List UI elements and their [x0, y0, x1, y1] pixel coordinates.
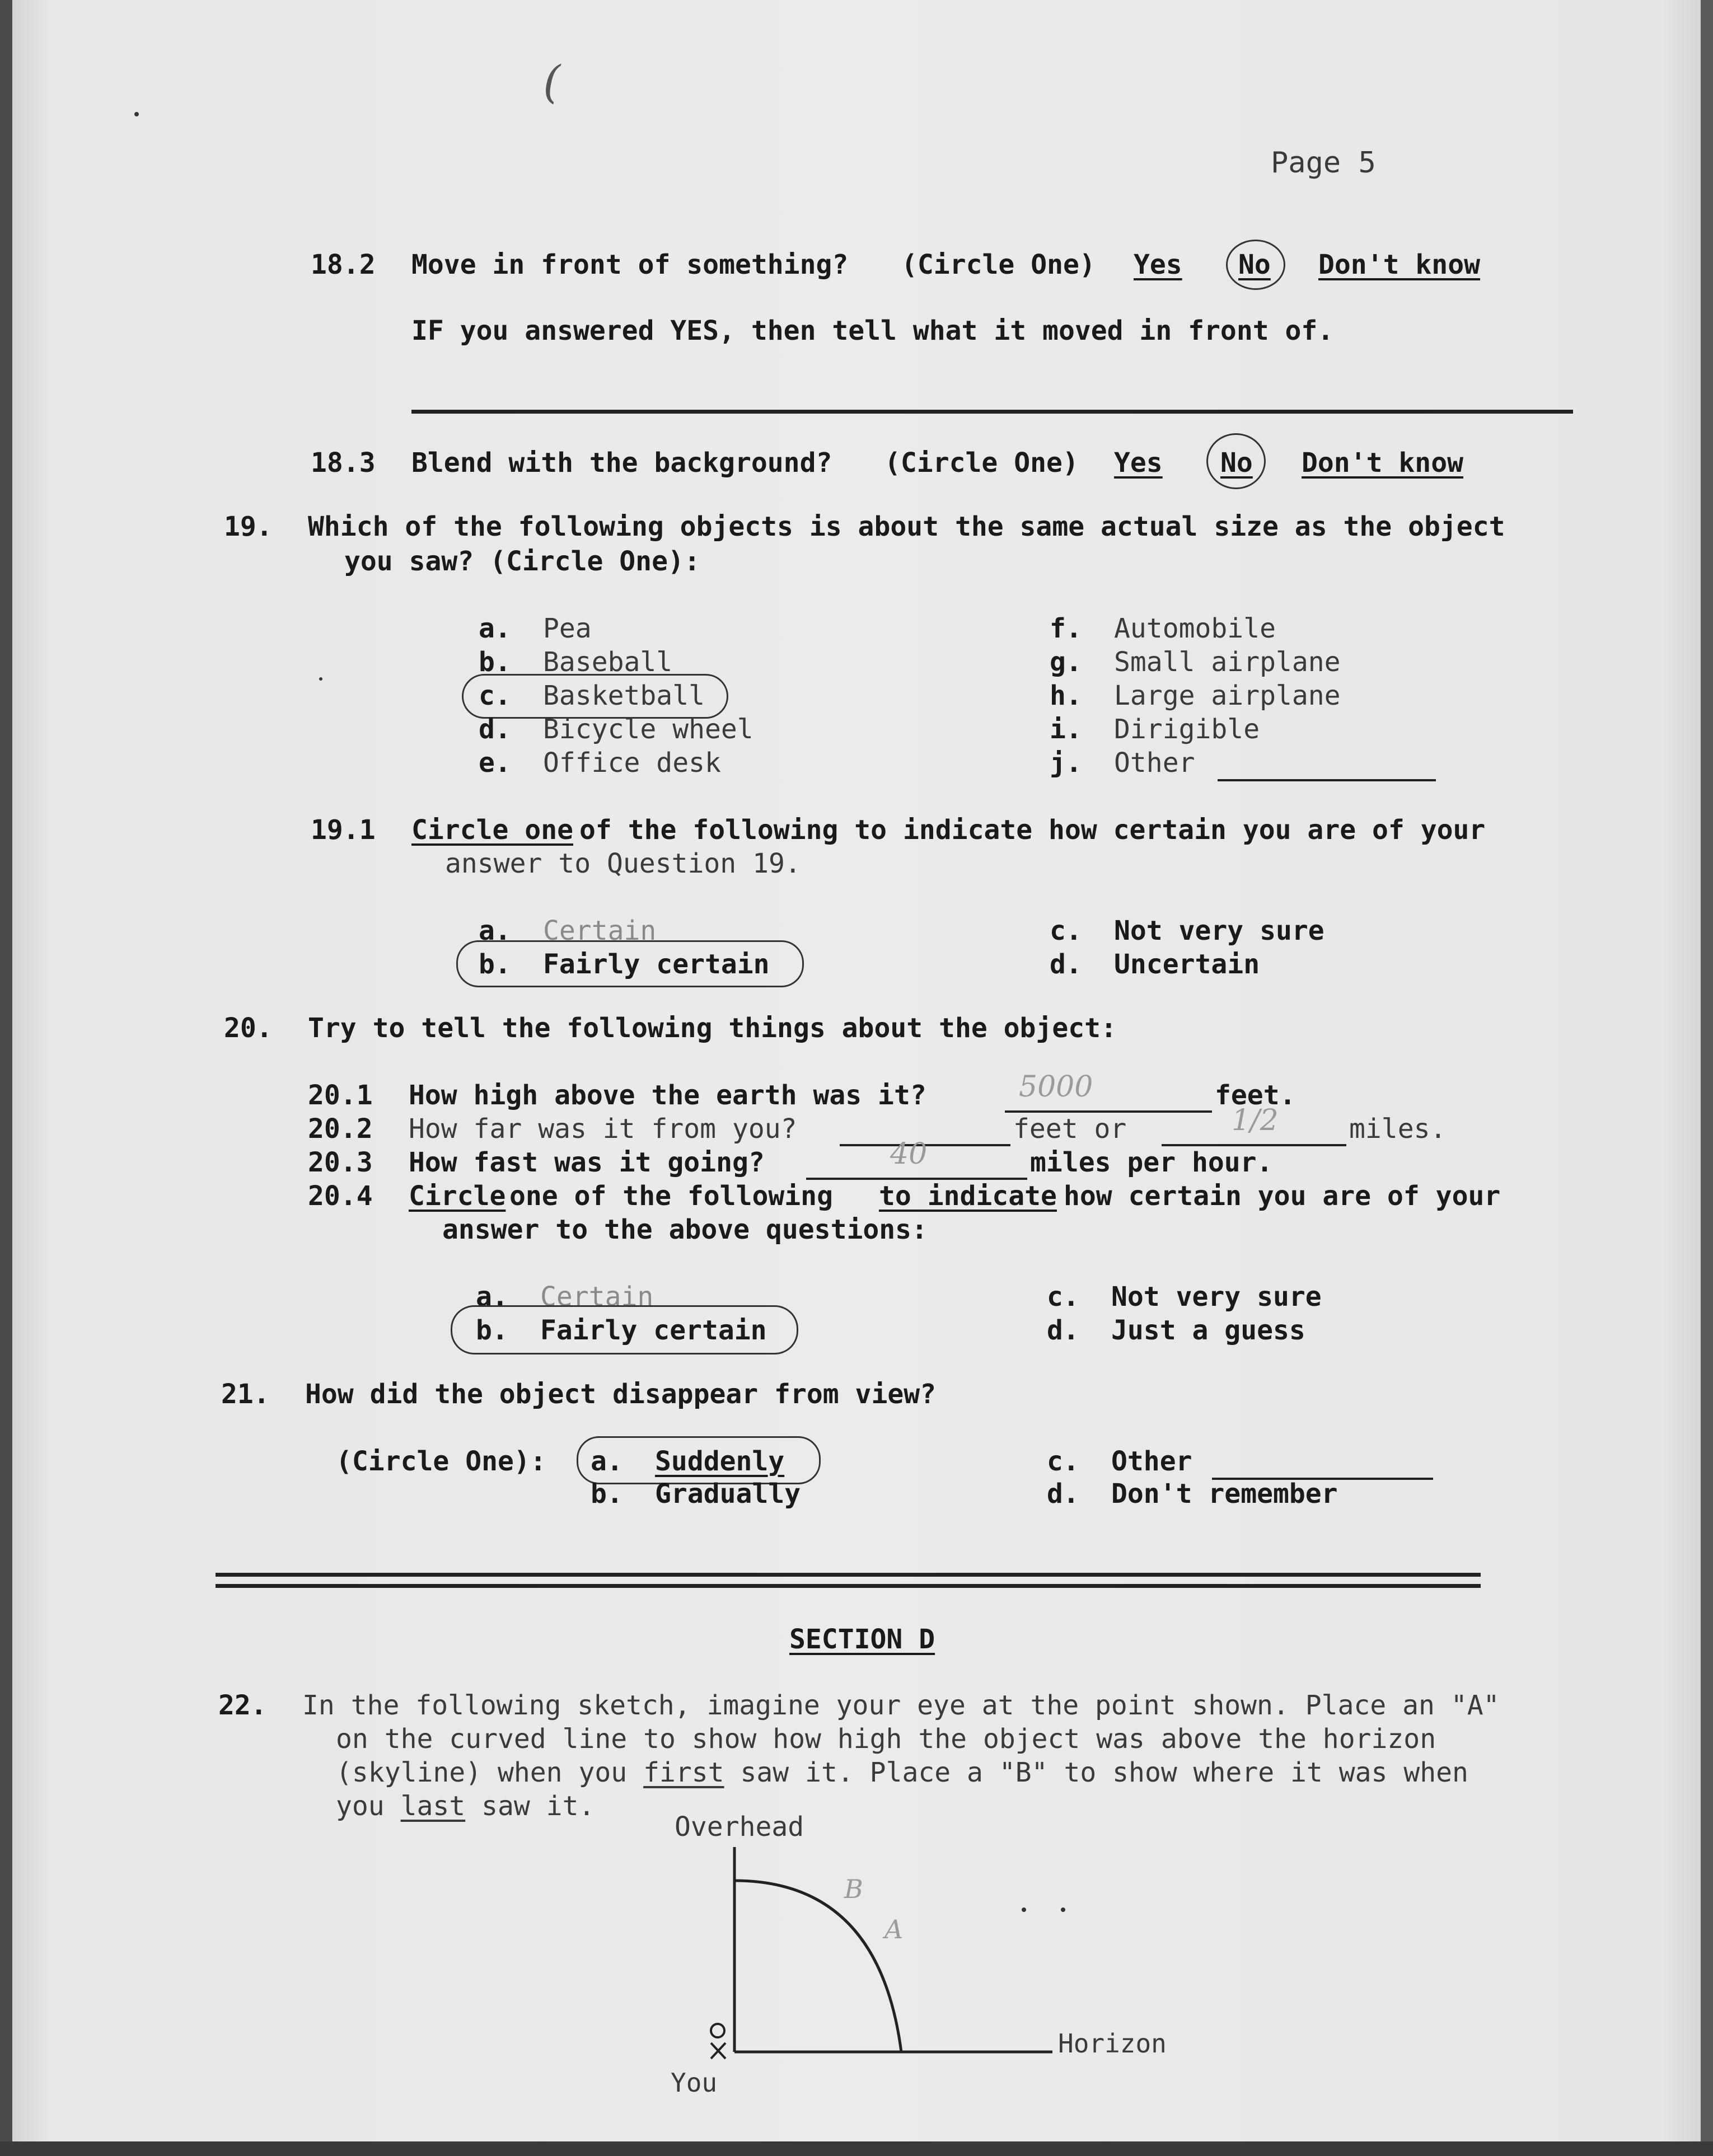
q18-2-instruction: (Circle One) — [901, 249, 1096, 280]
stray-mark: ( — [543, 56, 561, 108]
q20-question: Try to tell the following things about the object: — [308, 1013, 1117, 1044]
q19-option-a-letter: a. — [479, 613, 511, 644]
q20-2-unit2: miles. — [1349, 1113, 1447, 1145]
q18-2-question: Move in front of something? — [411, 249, 849, 280]
q20-4-mid: one of the following — [509, 1180, 833, 1212]
sketch-mark-a: A — [884, 1914, 904, 1944]
q20-4-underlined: to indicate — [879, 1180, 1057, 1212]
scan-border-left — [0, 0, 12, 2156]
q18-2-option-dont-know[interactable]: Don't know — [1318, 249, 1480, 280]
q19-option-g[interactable]: Small airplane — [1114, 646, 1341, 678]
q18-3-number: 18.3 — [311, 447, 376, 479]
q20-4-text-line2: answer to the above questions: — [442, 1214, 928, 1245]
q20-1-number: 20.1 — [308, 1080, 373, 1111]
eye-figure-icon — [711, 2024, 726, 2059]
q20-3-handwritten-answer: 40 — [890, 1137, 928, 1171]
q19-option-c[interactable]: Basketball — [543, 680, 705, 711]
q22-line4-a: you — [336, 1791, 401, 1822]
sketch-overhead-label: Overhead — [675, 1811, 804, 1843]
q19-option-a[interactable]: Pea — [543, 613, 592, 644]
answer-circle — [451, 1305, 798, 1354]
q19-1-text-line1: of the following to indicate how certain you are of your — [579, 814, 1486, 846]
q20-4-option-a-letter: a. — [476, 1281, 508, 1313]
q19-option-b[interactable]: Baseball — [543, 646, 673, 678]
scan-border-right — [1701, 0, 1713, 2156]
q21-option-c-letter: c. — [1047, 1446, 1079, 1477]
q19-option-h-letter: h. — [1050, 680, 1082, 711]
q19-1-lead: Circle one — [411, 814, 573, 846]
stray-dot — [319, 677, 322, 681]
q19-question-line1: Which of the following objects is about the same actual size as the object — [308, 511, 1505, 542]
q20-1-text: How high above the earth was it? — [409, 1080, 926, 1111]
q20-4-option-d[interactable]: Just a guess — [1111, 1315, 1305, 1346]
q19-option-c-letter: c. — [479, 680, 511, 711]
q22-line4 — [336, 1790, 595, 1822]
q20-4-number: 20.4 — [308, 1180, 373, 1212]
q18-2-answer-line[interactable] — [411, 410, 1573, 414]
stray-dot — [1022, 1907, 1026, 1912]
q18-2-followup: IF you answered YES, then tell what it moved in front of. — [411, 315, 1334, 346]
q20-3-text: How fast was it going? — [409, 1147, 765, 1178]
q19-1-option-d[interactable]: Uncertain — [1114, 949, 1260, 980]
q20-4-option-c[interactable]: Not very sure — [1111, 1281, 1322, 1313]
q20-2-number: 20.2 — [308, 1113, 373, 1145]
q20-number: 20. — [224, 1013, 273, 1044]
q19-option-d-letter: d. — [479, 714, 511, 745]
q19-1-text-line2: answer to Question 19. — [445, 848, 801, 879]
q20-2-handwritten-answer: 1/2 — [1232, 1104, 1279, 1137]
q22-line3-a: (skyline) when you — [336, 1757, 644, 1788]
q21-option-a-letter: a. — [591, 1446, 623, 1477]
q19-option-i[interactable]: Dirigible — [1114, 714, 1260, 745]
q21-option-a[interactable]: Suddenly — [655, 1446, 785, 1477]
sketch-mark-b: B — [844, 1874, 863, 1904]
q18-2-option-yes[interactable]: Yes — [1134, 249, 1182, 280]
q19-number: 19. — [224, 511, 273, 542]
sky-arc-sketch — [694, 1847, 1075, 2071]
q19-1-option-c[interactable]: Not very sure — [1114, 915, 1324, 946]
answer-circle — [1226, 240, 1285, 290]
q20-3-unit: miles per hour. — [1030, 1147, 1273, 1178]
q20-4-rest: how certain you are of your — [1064, 1180, 1501, 1212]
q19-1-option-b[interactable]: Fairly certain — [543, 949, 770, 980]
q18-3-instruction: (Circle One) — [884, 447, 1079, 479]
scan-border-bottom — [0, 2141, 1713, 2156]
q18-2-number: 18.2 — [311, 249, 376, 280]
q19-option-f-letter: f. — [1050, 613, 1082, 644]
q19-option-b-letter: b. — [479, 646, 511, 678]
q19-option-j-letter: j. — [1050, 747, 1082, 779]
sketch-horizon-label: Horizon — [1058, 2028, 1167, 2059]
q19-1-option-c-letter: c. — [1050, 915, 1082, 946]
q21-number: 21. — [221, 1379, 270, 1410]
q19-1-option-b-letter: b. — [479, 949, 511, 980]
q18-3-option-dont-know[interactable]: Don't know — [1302, 447, 1463, 479]
answer-circle — [1206, 433, 1266, 489]
q20-3-number: 20.3 — [308, 1147, 373, 1178]
section-title: SECTION D — [789, 1624, 935, 1655]
q19-1-option-d-letter: d. — [1050, 949, 1082, 980]
sky-arc-curve[interactable] — [734, 1881, 904, 2052]
q19-option-h[interactable]: Large airplane — [1114, 680, 1341, 711]
q18-3-option-yes[interactable]: Yes — [1114, 447, 1163, 479]
q18-3-question: Blend with the background? — [411, 447, 832, 479]
stray-dot — [1061, 1907, 1065, 1912]
q19-option-f[interactable]: Automobile — [1114, 613, 1276, 644]
q18-3-option-no[interactable]: No — [1220, 447, 1253, 479]
q20-1-handwritten-answer: 5000 — [1019, 1070, 1093, 1104]
q19-1-number: 19.1 — [311, 814, 376, 846]
section-divider-bottom — [216, 1584, 1481, 1588]
section-divider-top — [216, 1573, 1481, 1577]
q19-option-j[interactable]: Other — [1114, 747, 1195, 779]
q20-1-unit: feet. — [1215, 1080, 1296, 1111]
answer-circle — [456, 940, 804, 987]
q19-1-option-a-letter: a. — [479, 915, 511, 946]
q22-number: 22. — [218, 1690, 267, 1721]
q21-option-d[interactable]: Don't remember — [1111, 1478, 1338, 1510]
q19-option-i-letter: i. — [1050, 714, 1082, 745]
q21-option-c[interactable]: Other — [1111, 1446, 1192, 1477]
stray-dot — [134, 112, 139, 116]
q20-4-lead: Circle — [409, 1180, 506, 1212]
q18-2-option-no[interactable]: No — [1238, 249, 1271, 280]
q19-option-d[interactable]: Bicycle wheel — [543, 714, 753, 745]
q21-question: How did the object disappear from view? — [305, 1379, 937, 1410]
q21-option-b[interactable]: Gradually — [655, 1478, 801, 1510]
sketch-you-label: You — [671, 2068, 718, 2098]
q19-option-e-letter: e. — [479, 747, 511, 779]
q19-option-e[interactable]: Office desk — [543, 747, 721, 779]
q21-option-d-letter: d. — [1047, 1478, 1079, 1510]
q22-line4-b: saw it. — [465, 1791, 595, 1822]
q20-4-option-a[interactable]: Certain — [540, 1281, 654, 1313]
q20-4-option-b-letter: b. — [476, 1315, 508, 1346]
q22-line2: on the curved line to show how high the object was above the horizon — [336, 1723, 1436, 1755]
q20-4-option-c-letter: c. — [1047, 1281, 1079, 1313]
q21-option-b-letter: b. — [591, 1478, 623, 1510]
q22-first-word: first — [643, 1757, 724, 1788]
q22-line3 — [336, 1756, 1468, 1789]
q20-4-option-d-letter: d. — [1047, 1315, 1079, 1346]
q22-last-word: last — [400, 1791, 466, 1822]
q19-option-g-letter: g. — [1050, 646, 1082, 678]
q19-1-option-a[interactable]: Certain — [543, 915, 657, 946]
answer-circle — [462, 674, 728, 719]
page-number: Page 5 — [1271, 146, 1376, 180]
q22-line1: In the following sketch, imagine your eye at the point shown. Place an "A" — [302, 1690, 1500, 1721]
q20-2-text: How far was it from you? — [409, 1113, 797, 1145]
q20-2-unit1: feet or — [1013, 1113, 1127, 1145]
q19-question-line2: you saw? (Circle One): — [344, 546, 700, 577]
q20-4-option-b[interactable]: Fairly certain — [540, 1315, 767, 1346]
q22-line3-b: saw it. Place a "B" to show where it was when — [724, 1757, 1468, 1788]
q21-instruction: (Circle One): — [336, 1446, 546, 1477]
q19-other-blank[interactable] — [1218, 779, 1436, 781]
